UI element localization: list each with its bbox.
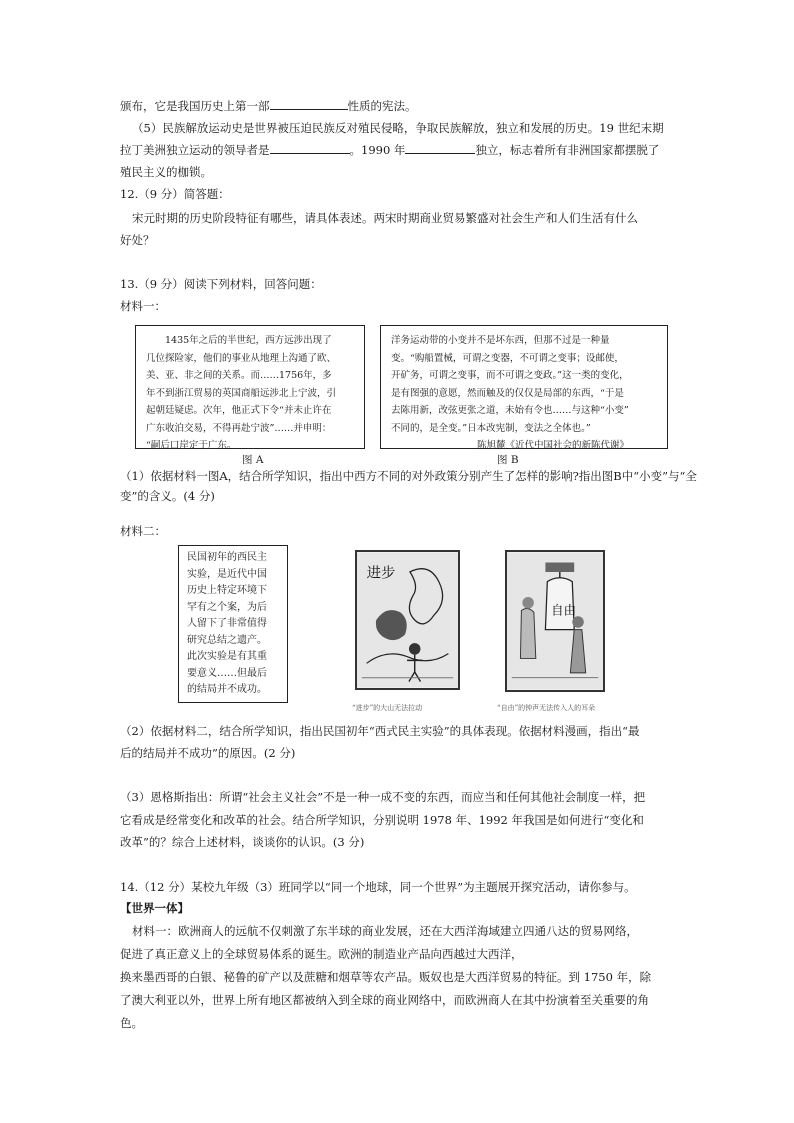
box-b-line: 是有图强的意愿，然而触及的仅仅是局部的东西，“于是 bbox=[391, 387, 624, 399]
box-a-line: 几位探险家，他们的事业从地理上沟通了欧、 bbox=[146, 352, 337, 364]
cartoon-freedom-caption: “自由”的钟声无法传入人的耳朵 bbox=[497, 704, 596, 712]
box-a-line: 美、亚、非之间的关系。而……1756年，多 bbox=[146, 370, 332, 381]
q11-p5-text-c: 独立，标志着所有非洲国家都摆脱了 bbox=[475, 143, 660, 157]
q11-p5-line3: 殖民主义的枷锁。 bbox=[120, 165, 212, 179]
box-a-line: 1435年之后的半世纪，西方远涉出现了 bbox=[146, 335, 332, 346]
q11-line1-pre: 颁布，它是我国历史上第一部 bbox=[120, 99, 270, 113]
q12-title: 12.（9 分）简答题： bbox=[120, 187, 230, 201]
q13-sub3-line3: 改革”的？综合上述材料，谈谈你的认识。(3 分) bbox=[120, 835, 365, 849]
material2-text-box bbox=[178, 545, 288, 703]
box-b-line: 开矿务，可谓之变事，而不可谓之变政。”这一类的变化， bbox=[391, 370, 629, 381]
answer-blank[interactable] bbox=[270, 141, 350, 154]
box2-line: 历史上特定环境下 bbox=[187, 585, 267, 596]
q13-sub1-line1: （1）依据材料一图A，结合所学知识，指出中西方不同的对外政策分别产生了怎样的影响?指出图B中“小变”与“全 bbox=[120, 469, 697, 483]
box-a-line: 年不到浙江贸易的英国商船远涉北上宁波，引 bbox=[146, 387, 337, 399]
q14-title: 14.（12 分）某校九年级（3）班同学以“同一个地球，同一个世界”为主题展开探究活动，请你参与。 bbox=[120, 880, 636, 894]
box2-line: 罕有之个案，为后 bbox=[187, 601, 267, 613]
q11-line1 bbox=[120, 96, 680, 116]
answer-blank[interactable] bbox=[405, 141, 475, 154]
q14-section-heading: 【世界一体】 bbox=[120, 901, 189, 915]
q13-title: 13.（9 分）阅读下列材料，回答问题： bbox=[120, 277, 322, 291]
cartoon-freedom-drawing bbox=[507, 552, 603, 690]
q14-material1-line3: 换来墨西哥的白银、秘鲁的矿产以及蔗糖和烟草等农产品。贩奴也是大西洋贸易的特征。到 1750 年，除 bbox=[120, 970, 652, 984]
box-a-line: 起朝廷疑虑。次年，他正式下令“并未止许在 bbox=[146, 405, 332, 416]
material1-label: 材料一： bbox=[120, 299, 166, 313]
box-a-line: “嗣后口岸定于广东。 bbox=[146, 440, 237, 451]
cartoon-freedom-image bbox=[505, 550, 605, 692]
q12-body-2: 好处？ bbox=[120, 233, 155, 247]
cartoon-progress-text: 进步 bbox=[366, 565, 396, 582]
q13-sub2-line1: （2）依据材料二，结合所学知识，指出民国初年“西式民主实验”的具体表现。依据材料漫画，指出“最 bbox=[120, 724, 640, 738]
q14-material1-line1: 材料一：欧洲商人的远航不仅刺激了东半球的商业发展，还在大西洋海域建立四通八达的贸易网络， bbox=[132, 924, 638, 938]
q11-p5-text-a: 拉丁美洲独立运动的领导者是 bbox=[120, 143, 270, 157]
q11-p5-line2 bbox=[120, 140, 680, 160]
q13-sub1-line2: 变”的含义。(4 分) bbox=[120, 489, 215, 503]
box-b-line: 不同的，是全变。”日本改宪制，变法之全体也。” bbox=[391, 422, 591, 434]
box2-line: 民国初年的西民主 bbox=[187, 552, 267, 563]
figure-b-caption: 图 B bbox=[497, 454, 519, 466]
box-b-line: 去陈用新，改弦更张之道，未始有令也……与这种“小变” bbox=[391, 405, 629, 416]
q11-line1-post: 性质的宪法。 bbox=[347, 99, 417, 113]
figure-a-caption: 图 A bbox=[242, 454, 264, 466]
box-b-line: 洋务运动带的小变并不是坏东西，但那不过是一种量 bbox=[391, 335, 610, 346]
q11-p5-line1: （5）民族解放运动史是世界被压迫民族反对殖民侵略，争取民族解放，独立和发展的历史。19 世纪末期 bbox=[132, 121, 664, 135]
box-b-line: 变。“购船置械，可谓之变器，不可谓之变事；设邮使， bbox=[391, 352, 624, 364]
answer-blank[interactable] bbox=[270, 97, 348, 110]
box2-line: 实验，是近代中国 bbox=[187, 568, 267, 580]
q12-body-1: 宋元时期的历史阶段特征有哪些，请具体表述。两宋时期商业贸易繁盛对社会生产和人们生活有什么 bbox=[132, 211, 638, 225]
box2-line: 研究总结之遗产。 bbox=[187, 634, 267, 646]
box-a-line: 广东收泊交易，不得再赴宁波”……并申明： bbox=[146, 422, 332, 434]
material2-label: 材料二： bbox=[120, 524, 166, 538]
cartoon-progress-caption: “进步”的大山无法拉动 bbox=[352, 704, 423, 712]
q13-sub3-line2: 它看成是经常变化和改革的社会。结合所学知识，分别说明 1978 年、1992 年我国是如何进行“变化和 bbox=[120, 813, 644, 827]
q13-sub2-line2: 后的结局并不成功”的原因。(2 分) bbox=[120, 746, 296, 760]
q14-material1-line2: 促进了真正意义上的全球贸易体系的诞生。欧洲的制造业产品向西越过大西洋， bbox=[120, 947, 523, 961]
cartoon-progress-image bbox=[355, 550, 460, 690]
box2-line: 人留下了非常值得 bbox=[187, 618, 267, 629]
q13-sub3-line1: （3）恩格斯指出：所谓“社会主义社会”不是一种一成不变的东西，而应当和任何其他社会制度一样，把 bbox=[120, 790, 646, 804]
box2-line: 的结局并不成功。 bbox=[187, 684, 267, 695]
material1-box-b bbox=[380, 325, 668, 449]
box-b-source: 陈旭麓《近代中国社会的新陈代谢》 bbox=[476, 440, 629, 451]
q14-material1-line5: 色。 bbox=[120, 1016, 143, 1030]
box2-line: 要意义……但最后 bbox=[187, 667, 267, 679]
q14-material1-line4: 了澳大利亚以外，世界上所有地区都被纳入到全球的商业网络中，而欧洲商人在其中扮演着至关重要的角 bbox=[120, 993, 649, 1007]
q11-p5-text-b: 。1990 年 bbox=[349, 143, 406, 157]
box2-line: 此次实验是有其重 bbox=[187, 651, 267, 662]
cartoon-freedom-text: 自由 bbox=[551, 602, 577, 618]
cartoon-progress-drawing bbox=[357, 552, 458, 688]
material1-box-a bbox=[135, 325, 365, 449]
